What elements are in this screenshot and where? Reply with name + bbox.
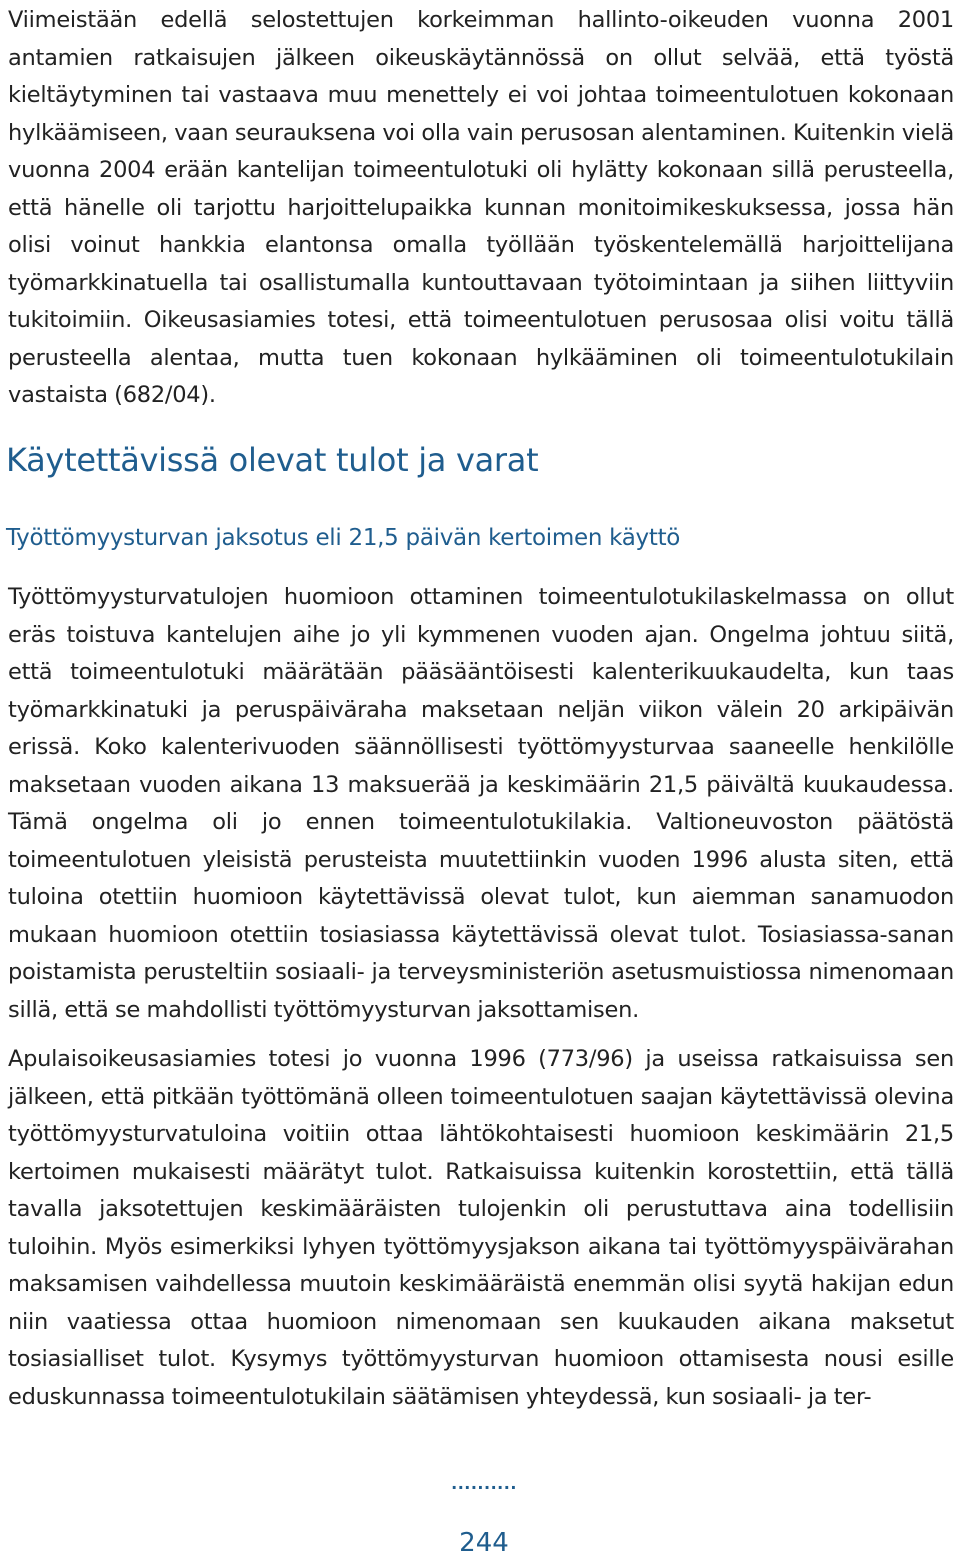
section-paragraph: Työttömyysturvatulojen huomioon ottaminen toimeentulotukilaskelmassa on ollut eräs toistuva kantelujen aihe jo yli kymmenen vuoden ajan. Ongelma johtuu siitä, että toimeentulotuki määrätään pääsääntöisesti kalenterikuukaudelta, kun taas työmarkkinatuki ja peruspäiväraha maksetaan neljän viikon välein 20 arkipäivän erissä. Koko kalenterivuoden säännöllisesti työttömyysturvaa saaneelle henkilölle maksetaan vuoden aikana 13 maksuerää ja keskimäärin 21,5 päivältä kuukaudessa. Tämä ongelma oli jo ennen toimeentulotukilakia. Valtioneuvoston päätöstä toimeentulotuen yleisistä perusteista muutettiinkin vuoden 1996 alusta siten, että tuloina otettiin huomioon käytettävissä olevat tulot, kun aiemman sanamuodon mukaan huomioon otettiin tosiasiassa käytettävissä olevat tulot. Tosiasiassa-sanan poistamista perusteltiin sosiaali- ja terveysministeriön asetusmuistiossa nimenomaan sillä, että se mahdollisti työttömyysturvan jaksottamisen. [8, 584, 954, 1023]
footer-dots: .......... [451, 1474, 517, 1493]
page-number: 244 [459, 1528, 509, 1558]
intro-paragraph: Viimeistään edellä selostettujen korkeimman hallinto-oikeuden vuonna 2001 antamien ratkaisujen jälkeen oikeuskäytännössä on ollut selvää, että työstä kieltäytyminen tai vastaava muu menettely ei voi johtaa toimeentulotuen kokonaan hylkäämiseen, vaan seurauksena voi olla vain perusosan alentaminen. Kuitenkin vielä vuonna 2004 erään kantelijan toimeentulotuki oli hylätty kokonaan sillä perusteella, että hänelle oli tarjottu harjoittelupaikka kunnan monitoimikeskuksessa, jossa hän olisi voinut hankkia elantonsa omalla työllään työskentelemällä harjoittelijana työmarkkinatuella tai osallistumalla kuntouttavaan työtoimintaan ja siihen liittyviin tukitoimiin. Oikeusasiamies totesi, että toimeentulotuen perusosaa olisi voitu tällä perusteella alentaa, mutta tuen kokonaan hylkääminen oli toimeentulotukilain vastaista (682/04). [8, 7, 954, 408]
section-heading: Käytettävissä olevat tulot ja varat [6, 441, 539, 479]
closing-paragraph: Apulaisoikeusasiamies totesi jo vuonna 1996 (773/96) ja useissa ratkaisuissa sen jälkeen, että pitkään työttömänä olleen toimeentulotuen saajan käytettävissä olevina työttömyysturvatuloina voitiin ottaa lähtökohtaisesti huomioon keskimäärin 21,5 kertoimen mukaisesti määrätyt tulot. Ratkaisuissa kuitenkin korostettiin, että tällä tavalla jaksotettujen keskimääräisten tulojenkin oli perustuttava aina todellisiin tuloihin. Myös esimerkiksi lyhyen työttömyysjakson aikana tai työttömyyspäivärahan maksamisen vaihdellessa muutoin keskimääräistä enemmän olisi syytä hakijan edun niin vaatiessa ottaa huomioon nimenomaan sen kuukauden aikana maksetut tosiasialliset tulot. Kysymys työttömyysturvan huomioon ottamisesta nousi esille eduskunnassa toimeentulotukilain säätämisen yhteydessä, kun sosiaali- ja ter- [8, 1046, 954, 1410]
subsection-heading: Työttömyysturvan jaksotus eli 21,5 päivän kertoimen käyttö [6, 525, 681, 551]
